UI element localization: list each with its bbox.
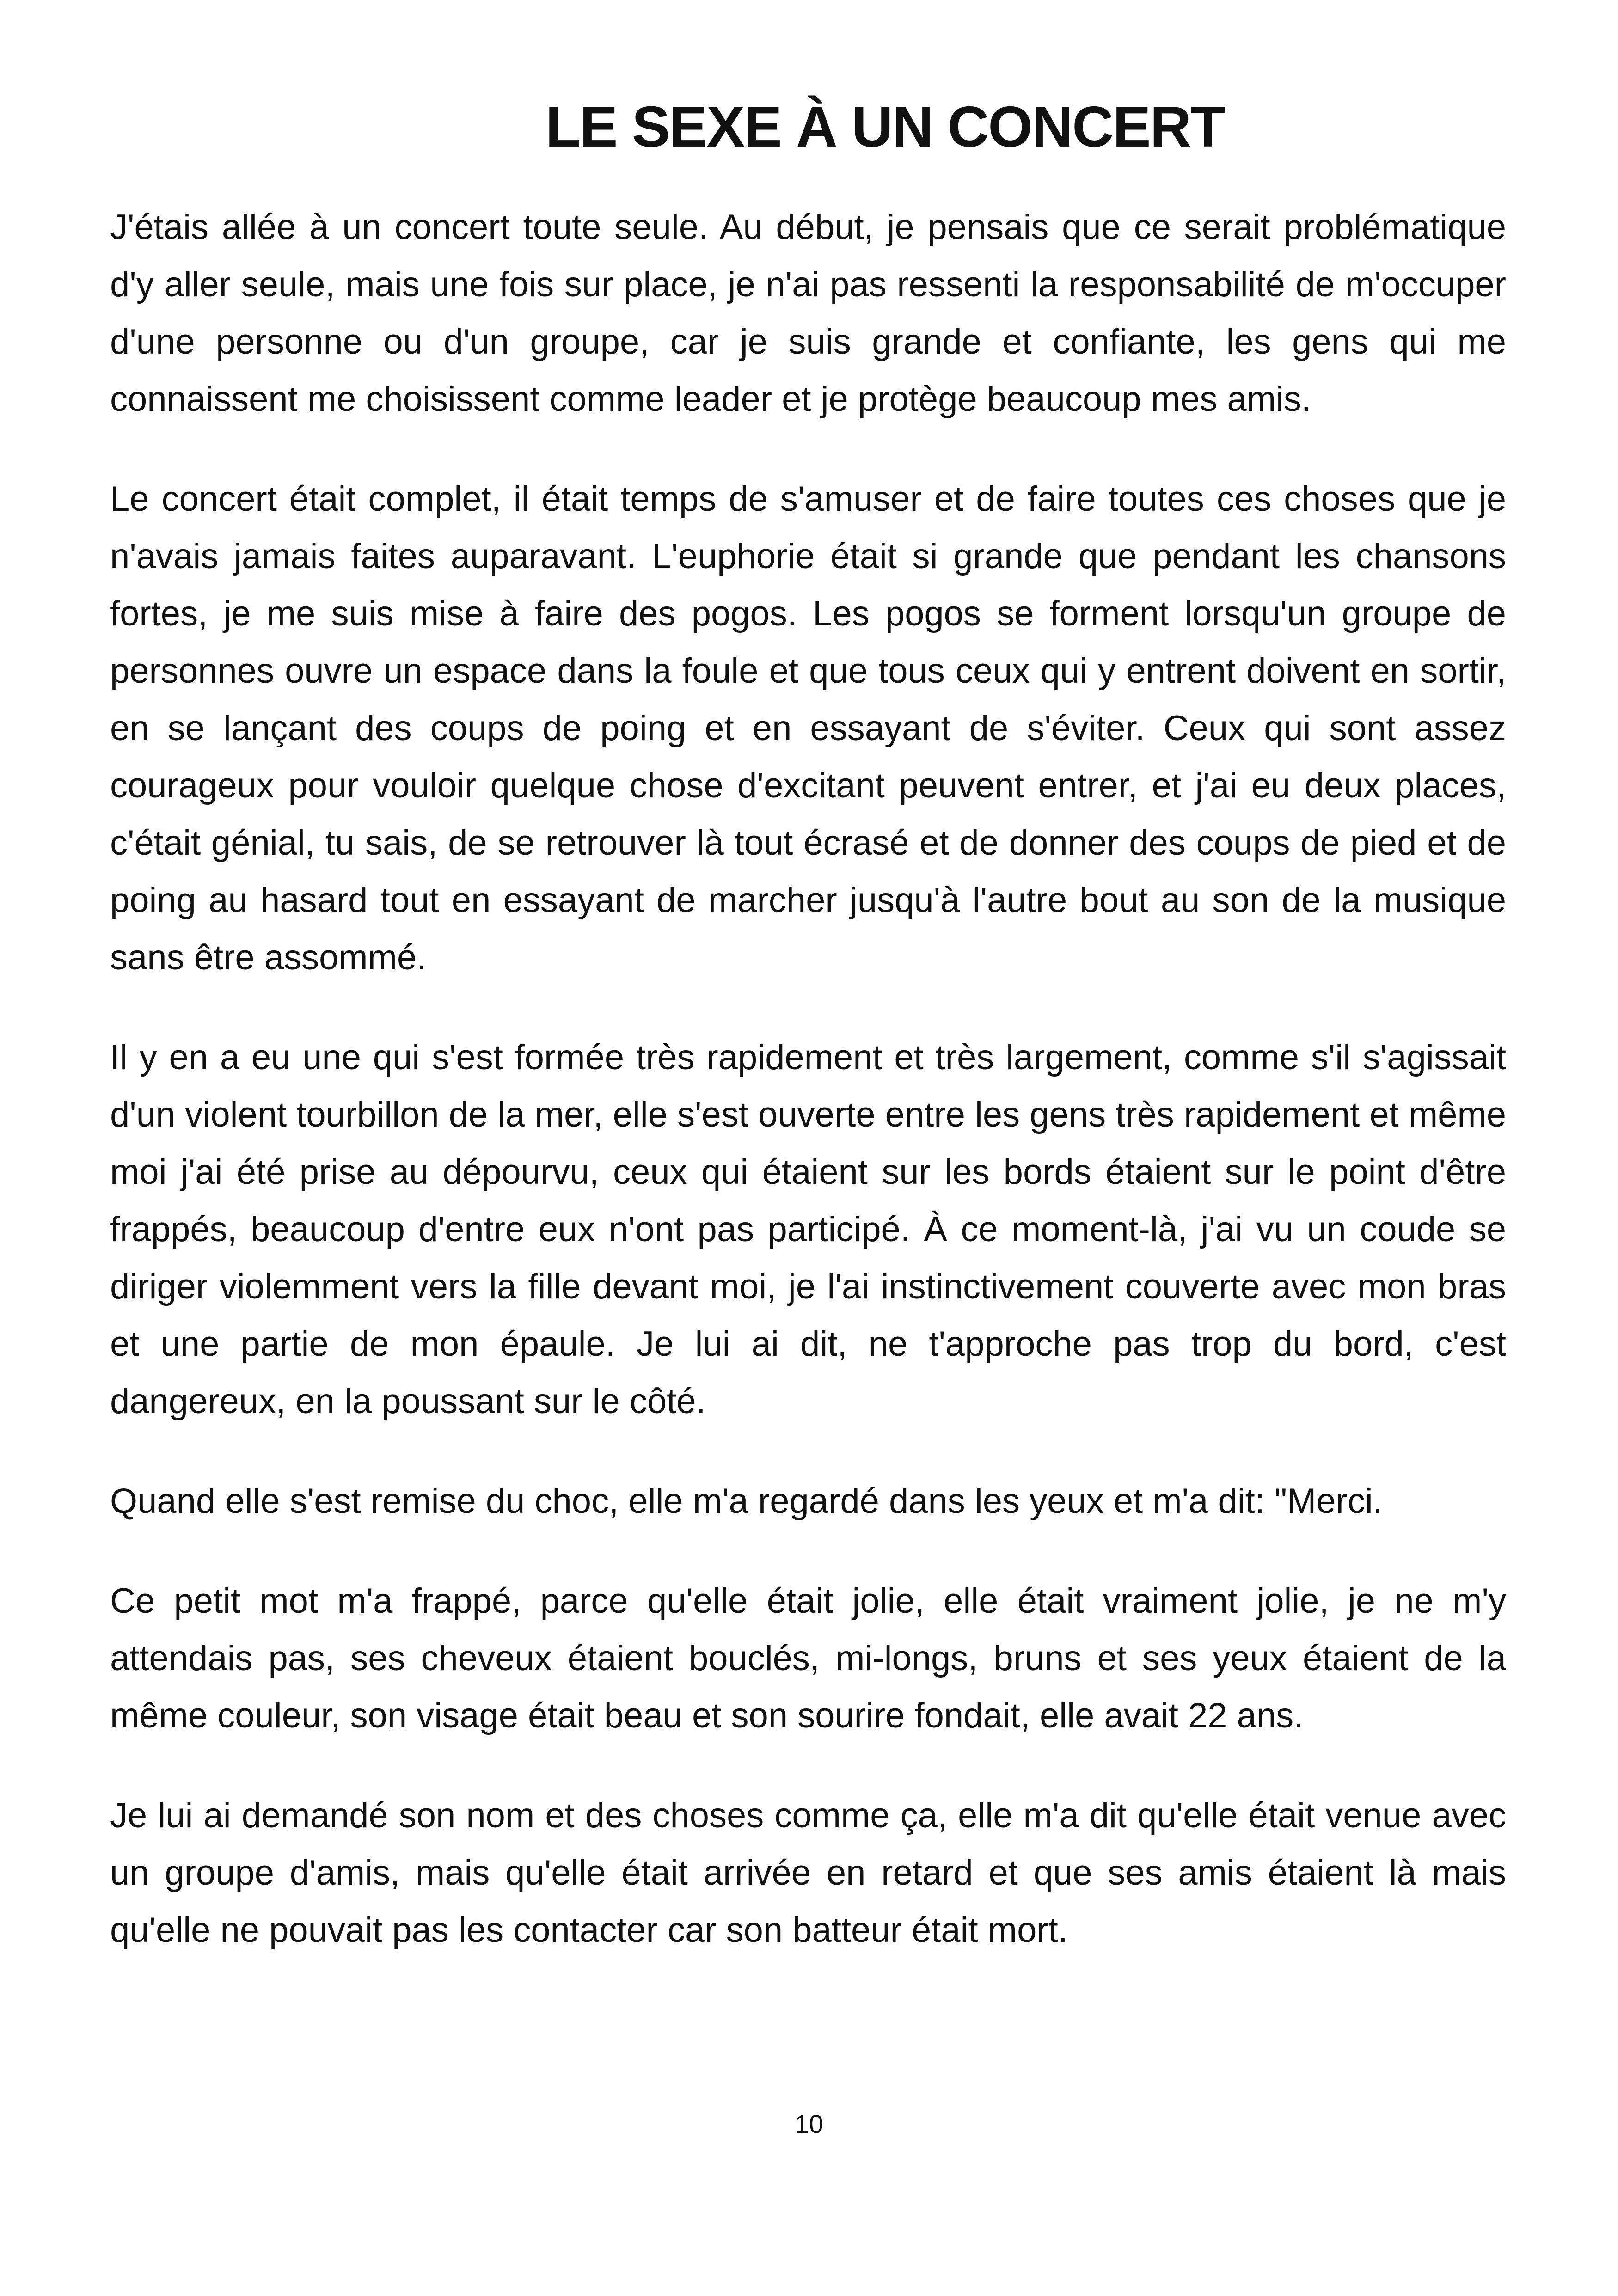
paragraph-1: J'étais allée à un concert toute seule. Au début, je pensais que ce serait problématique d'y aller seule, mais une fois sur place, je n'ai pas ressenti la responsabilité de m'occuper d'une personne ou d'un groupe, car je suis grande et confiante, les gens qui me connaissent me choisissent comme leader et je protège beaucoup mes amis. xyxy=(110,208,1506,419)
page-number: 10 xyxy=(794,2109,824,2138)
paragraph-5: Ce petit mot m'a frappé, parce qu'elle était jolie, elle était vraiment jolie, je ne m'y attendais pas, ses cheveux étaient bouclés, mi-longs, bruns et ses yeux étaient de la même couleur, son visage était beau et son sourire fondait, elle avait 22 ans. xyxy=(110,1581,1506,1735)
page-title: LE SEXE À UN CONCERT xyxy=(545,95,1225,159)
paragraph-2: Le concert était complet, il était temps de s'amuser et de faire toutes ces choses que je n'avais jamais faites auparavant. L'euphorie était si grande que pendant les chansons fortes, je me suis mise à faire des pogos. Les pogos se forment lorsqu'un groupe de personnes ouvre un espace dans la foule et que tous ceux qui y entrent doivent en sortir, en se lançant des coups de poing et en essayant de s'éviter. Ceux qui sont assez courageux pour vouloir quelque chose d'excitant peuvent entrer, et j'ai eu deux places, c'était génial, tu sais, de se retrouver là tout écrasé et de donner des coups de pied et de poing au hasard tout en essayant de marcher jusqu'à l'autre bout au son de la musique sans être assommé. xyxy=(110,479,1506,977)
paragraph-3: Il y en a eu une qui s'est formée très rapidement et très largement, comme s'il s'agissait d'un violent tourbillon de la mer, elle s'est ouverte entre les gens très rapidement et même moi j'ai été prise au dépourvu, ceux qui étaient sur les bords étaient sur le point d'être frappés, beaucoup d'entre eux n'ont pas participé. À ce moment-là, j'ai vu un coude se diriger violemment vers la fille devant moi, je l'ai instinctivement couverte avec mon bras et une partie de mon épaule. Je lui ai dit, ne t'approche pas trop du bord, c'est dangereux, en la poussant sur le côté. xyxy=(110,1038,1506,1421)
paragraph-4: Quand elle s'est remise du choc, elle m'a regardé dans les yeux et m'a dit: "Merci. xyxy=(110,1482,1383,1521)
paragraph-6: Je lui ai demandé son nom et des choses comme ça, elle m'a dit qu'elle était venue avec un groupe d'amis, mais qu'elle était arrivée en retard et que ses amis étaient là mais qu'elle ne pouvait pas les contacter car son batteur était mort. xyxy=(110,1796,1506,1950)
body-text xyxy=(110,199,1506,2002)
